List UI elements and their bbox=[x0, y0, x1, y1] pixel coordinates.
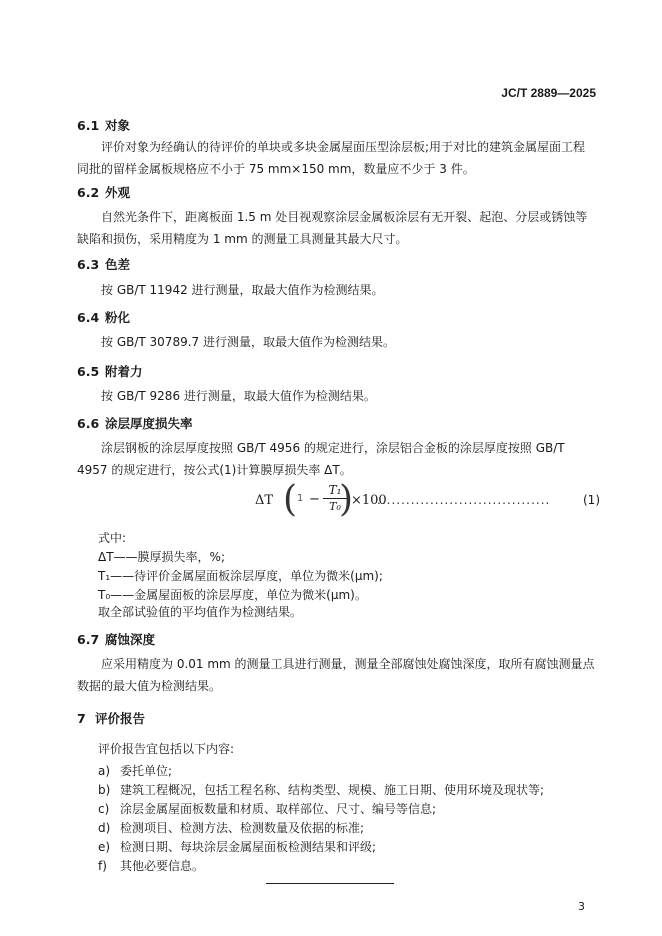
paragraph-text: 按 GB/T 11942 进行测量，取最大值作为检测结果。 bbox=[101, 283, 384, 297]
formula-leader-dots: .................................... bbox=[377, 493, 551, 507]
paragraph-6-7 bbox=[77, 653, 595, 697]
section-title: 评价报告 bbox=[95, 711, 146, 726]
formula-one: 1 bbox=[297, 493, 304, 504]
paragraph-text: 自然光条件下，距离板面 1.5 m 处目视观察涂层金属板涂层有无开裂、起泡、分层或锈蚀等缺陷和损伤，采用精度为 1 mm 的测量工具测量其最大尺寸。 bbox=[77, 210, 588, 246]
list-text: 检测项目、检测方法、检测数量及依据的标准; bbox=[120, 821, 365, 835]
paragraph-6-6 bbox=[77, 437, 595, 481]
section-number: 6.2 bbox=[77, 185, 100, 200]
section-title: 附着力 bbox=[105, 364, 143, 379]
paragraph-text: 按 GB/T 9286 进行测量，取最大值作为检测结果。 bbox=[101, 389, 376, 403]
section-number: 6.1 bbox=[77, 118, 100, 133]
formula-right-paren: ) bbox=[339, 479, 354, 520]
section-title: 外观 bbox=[105, 185, 131, 200]
where-label: 式中: bbox=[98, 531, 127, 545]
heading-6-5 bbox=[77, 362, 143, 380]
list-item bbox=[98, 762, 172, 779]
formula-film-loss-rate bbox=[255, 479, 600, 525]
equation-number: (1) bbox=[583, 493, 600, 507]
heading-6-2 bbox=[77, 183, 130, 201]
definition-delta-t: ΔT——膜厚损失率，%; bbox=[98, 550, 225, 564]
list-text: 检测日期、每块涂层金属屋面板检测结果和评级; bbox=[120, 840, 377, 854]
list-text: 建筑工程概况，包括工程名称、结构类型、规模、施工日期、使用环境及现状等; bbox=[120, 783, 545, 797]
list-item bbox=[98, 781, 544, 798]
formula-numerator: T₁ bbox=[328, 483, 342, 497]
paragraph-6-2 bbox=[77, 206, 595, 250]
paragraph-6-3 bbox=[77, 279, 595, 301]
list-marker: f) bbox=[98, 859, 107, 873]
section-number: 6.6 bbox=[77, 416, 100, 431]
footer-rule bbox=[266, 883, 394, 884]
section-title: 对象 bbox=[105, 118, 131, 133]
definition-t0: T₀——金属屋面板的涂层厚度，单位为微米(μm)。 bbox=[98, 588, 367, 602]
heading-6-3 bbox=[77, 255, 130, 273]
page-number: 3 bbox=[578, 900, 585, 913]
section-number: 6.5 bbox=[77, 364, 100, 379]
list-item bbox=[98, 857, 204, 874]
paragraph-text: 按 GB/T 30789.7 进行测量，取最大值作为检测结果。 bbox=[101, 335, 395, 349]
section-number: 7 bbox=[77, 711, 86, 726]
formula-times-100: ×100 bbox=[351, 493, 387, 508]
standard-code: JC/T 2889—2025 bbox=[501, 86, 596, 100]
section-number: 6.3 bbox=[77, 257, 100, 272]
report-intro: 评价报告宜包括以下内容: bbox=[98, 742, 235, 756]
formula-lhs: ΔT bbox=[255, 493, 274, 508]
list-text: 涂层金属屋面板数量和材质、取样部位、尺寸、编号等信息; bbox=[120, 802, 437, 816]
paragraph-6-5 bbox=[77, 385, 595, 407]
paragraph-text: 涂层钢板的涂层厚度按照 GB/T 4956 的规定进行，涂层铝合金板的涂层厚度按照 GB/T 4957 的规定进行，按公式(1)计算膜厚损失率 ΔT。 bbox=[77, 441, 565, 477]
list-text: 委托单位; bbox=[120, 764, 173, 778]
list-marker: b) bbox=[98, 783, 111, 797]
section-title: 涂层厚度损失率 bbox=[105, 416, 193, 431]
paragraph-6-1 bbox=[77, 136, 595, 180]
formula-denominator: T₀ bbox=[329, 500, 341, 513]
heading-6-1 bbox=[77, 116, 130, 134]
section-title: 色差 bbox=[105, 257, 131, 272]
formula-minus: − bbox=[309, 492, 320, 507]
paragraph-text: 应采用精度为 0.01 mm 的测量工具进行测量，测量全部腐蚀处腐蚀深度，取所有腐蚀测量点数据的最大值为检测结果。 bbox=[77, 657, 595, 693]
section-title: 粉化 bbox=[105, 310, 131, 325]
list-text: 其他必要信息。 bbox=[120, 859, 205, 873]
list-item bbox=[98, 819, 364, 836]
heading-6-7 bbox=[77, 630, 155, 648]
section-number: 6.7 bbox=[77, 632, 100, 647]
formula-left-paren: ( bbox=[283, 479, 298, 520]
section-title: 腐蚀深度 bbox=[105, 632, 156, 647]
list-marker: a) bbox=[98, 764, 111, 778]
list-marker: d) bbox=[98, 821, 111, 835]
list-marker: c) bbox=[98, 802, 110, 816]
heading-6-6 bbox=[77, 414, 193, 432]
list-item bbox=[98, 800, 436, 817]
section-number: 6.4 bbox=[77, 310, 100, 325]
paragraph-6-4 bbox=[77, 331, 595, 353]
list-marker: e) bbox=[98, 840, 111, 854]
paragraph-text: 评价对象为经确认的待评价的单块或多块金属屋面压型涂层板;用于对比的建筑金属屋面工程同批的留样金属板规格应不小于 75 mm×150 mm，数量应不少于 3 件。 bbox=[77, 140, 586, 176]
result-statement: 取全部试验值的平均值作为检测结果。 bbox=[98, 605, 303, 619]
list-item bbox=[98, 838, 376, 855]
heading-6-4 bbox=[77, 308, 130, 326]
definition-t1: T₁——待评价金属屋面板涂层厚度，单位为微米(μm); bbox=[98, 569, 383, 583]
heading-7 bbox=[77, 709, 145, 727]
